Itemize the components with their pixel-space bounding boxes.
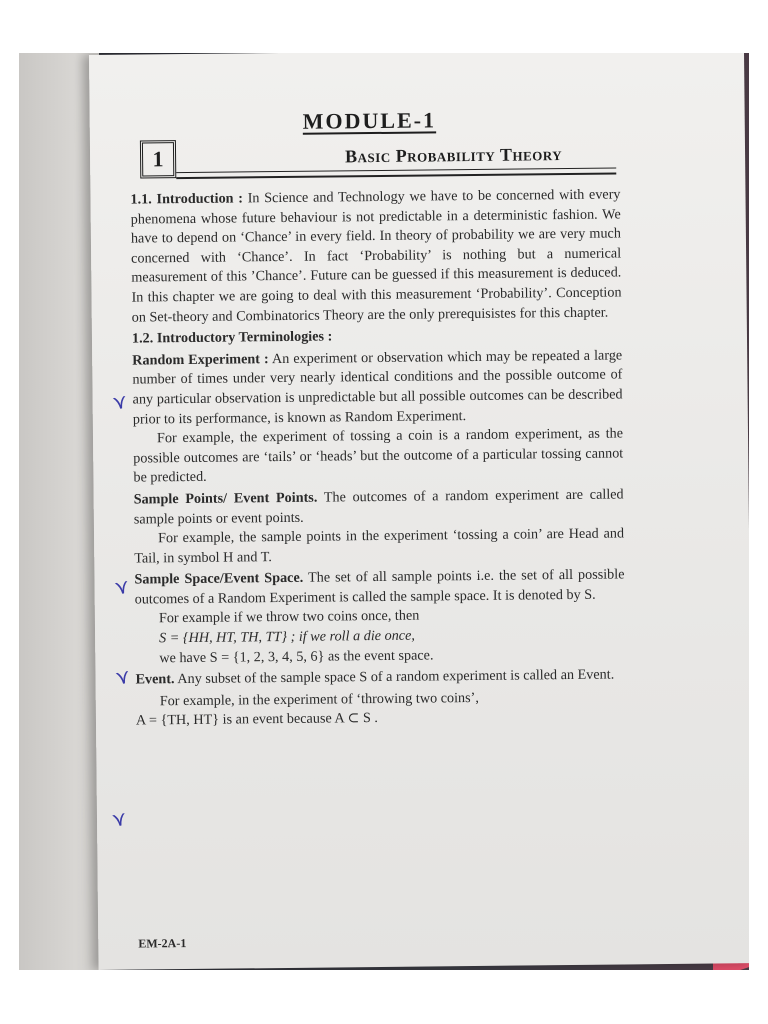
sample-points-heading: Sample Points/ Event Points. <box>133 489 318 508</box>
random-experiment-example: For example, the experiment of tossing a coin is a random experiment, as the possible outcomes are ‘tails’ or ‘heads’ but the outcome of a particular tossing cannot be predicted. <box>133 425 624 486</box>
sample-space-example-1: For example if we throw two coins once, then <box>158 608 420 627</box>
sample-space-example-3: we have S = {1, 2, 3, 4, 5, 6} as the event space. <box>159 647 434 666</box>
sample-space-paragraph <box>134 566 624 610</box>
sample-space-heading: Sample Space/Event Space. <box>134 570 304 588</box>
page-body <box>130 185 626 731</box>
random-experiment-heading: Random Experiment : <box>132 350 269 369</box>
book-page <box>89 53 749 970</box>
event-text: Any subset of the sample space S of a random experiment is called an Event. <box>177 666 615 688</box>
sample-points-paragraph <box>134 485 624 529</box>
handwritten-tick-mark: ⋎ <box>110 388 130 415</box>
page-footer-code: EM-2A-1 <box>138 936 187 951</box>
sample-space-text: The set of all sample points i.e. the set of all possible outcomes of a Random Experiment is called the sample space. It is denoted by S. <box>134 566 625 608</box>
module-title: MODULE-1 <box>302 107 437 134</box>
intro-paragraph <box>130 185 621 327</box>
terminologies-heading: 1.2. Introductory Terminologies : <box>131 328 333 347</box>
photo-background <box>19 53 749 970</box>
event-heading: Event. <box>135 671 175 688</box>
event-paragraph <box>135 666 625 691</box>
event-example-1: For example, in the experiment of ‘throwing two coins’, <box>159 689 479 710</box>
intro-heading: 1.1. Introduction : <box>130 190 244 208</box>
chapter-title: Basic Probability Theory <box>344 144 563 167</box>
left-book-page <box>19 53 99 970</box>
chapter-rule <box>176 167 616 179</box>
sample-space-example-2: S = {HH, HT, TH, TT} ; if we roll a die once, <box>159 627 415 647</box>
handwritten-tick-mark: ⋎ <box>113 663 133 690</box>
handwritten-tick-mark: ⋎ <box>112 573 132 600</box>
intro-text: In Science and Technology we have to be concerned with every phenomena whose future behaviour is not predictable in a deterministic fashion. We have to depend on ‘Chance’ in every field. In theory of probability we are very much concerned with ‘Chance’. In fact ‘Probability’ is nothing but a numerical measurement of this ’Chance’. Future can be guessed if this measurement is deduced. In this chapter we are going to deal with this measurement ‘Probability’. Conception on Set-theory and Combinatorics Theory are the only prerequisistes for this chapter. <box>130 186 622 326</box>
handwritten-tick-mark: ⋎ <box>109 805 129 832</box>
sample-points-text: The outcomes of a random experiment are called sample points or event points. <box>133 486 624 528</box>
sample-points-example: For example, the sample points in the experiment ‘tossing a coin’ are Head and Tail, in symbol H and T. <box>134 525 625 567</box>
random-experiment-paragraph <box>132 346 623 430</box>
chapter-number-box: 1 <box>140 140 176 178</box>
event-example-2: A = {TH, HT} is an event because A ⊂ S . <box>135 710 379 729</box>
random-experiment-text: An experiment or observation which may be repeated a large number of times under very nearly identical conditions and the possible outcome of any particular observation is unpredictable but all possible outcomes can be described prior to its performance, is known as Random Experiment. <box>132 347 623 428</box>
